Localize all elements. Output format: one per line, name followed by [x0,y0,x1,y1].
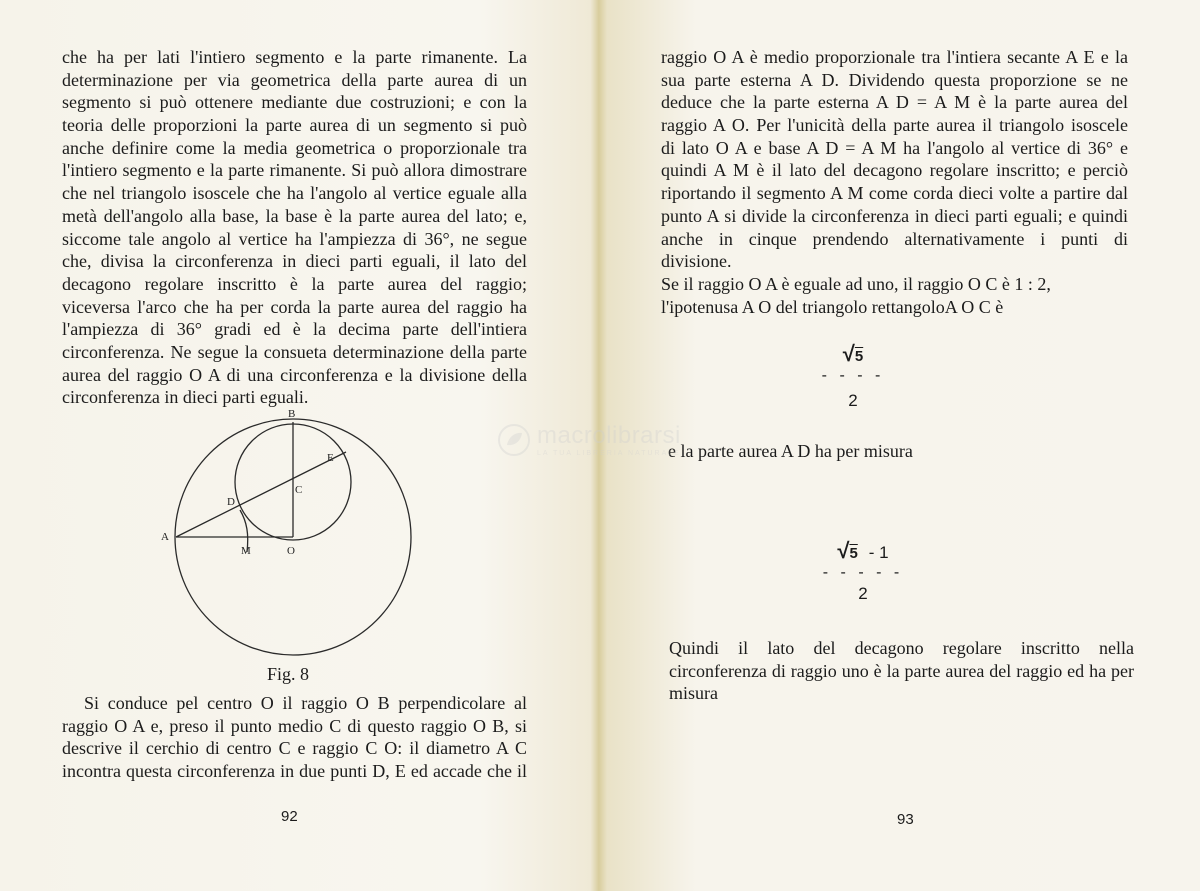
text-line: raggio O A e, preso il punto medio C di questo raggio O B, si [62,715,527,736]
text-line: l'intiero segmento e la parte rimanente. Si può allora dimostrare [62,160,527,181]
text-line: raggio A O. Per l'unicità della parte aurea il triangolo isoscele [661,115,1128,136]
text-line: che ha per lati l'intiero segmento e la parte rimanente. La [62,47,527,67]
formula-denominator: 2 [848,391,858,410]
text-line: circonferenza di raggio uno è la parte aurea del raggio ed ha per [669,660,1134,681]
text-line: siccome tale angolo al vertice ha l'ampiezza di 36°, ne segue [62,228,527,249]
text-line: Si conduce pel centro O il raggio O B perpendicolare al [84,693,527,713]
formula-numerator [811,538,915,564]
text-line: punto A si divide la circonferenza in dieci parti eguali; e quindi [661,205,1128,226]
text-line: aurea del raggio O A di una circonferenza e la divisione della [62,364,527,385]
text-line: metà dell'angolo alla base, la base è la parte aurea del lato; e, [62,205,527,226]
geometry-figure [150,402,460,664]
watermark [497,422,681,457]
text-line: quindi A M è il lato del decagono regolare inscritto; e perciò [661,160,1128,181]
figure-caption: Fig. 8 [267,664,310,684]
text-line: decagono regolare inscritto è la parte aurea del raggio; [62,273,527,294]
text-line: deduce che la parte esterna A D = A M è la parte aurea del [661,92,1128,113]
page-number-right: 93 [897,811,914,828]
text-line: l'ampiezza di 36° gradi ed è la decima parte dell'intiera [62,319,527,340]
page-number-left: 92 [281,808,298,825]
right-page [598,0,1200,891]
label-m: M [241,545,251,557]
radicand: 5 [854,348,864,365]
right-text-between [668,440,968,463]
secant-ae [176,452,346,537]
label-o: O [287,545,295,557]
label-c: C [295,484,303,496]
text-line: l'ipotenusa A O del triangolo rettangoloA O C è [661,296,1004,317]
text-line: misura [669,683,718,704]
left-paragraph-2 [62,692,527,783]
text-line: descrive il cerchio di centro C e raggio C O: il diametro A C [62,738,527,759]
label-e: E [327,452,334,464]
formula-denominator: 2 [858,584,868,603]
label-b: B [288,408,296,420]
radicand: 5 [849,545,858,562]
text-line: che, divisa la circonferenza in dieci parti eguali, il lato del [62,251,527,272]
label-a: A [161,531,169,543]
left-paragraph-1 [62,46,527,409]
fraction-bar: - - - - [821,367,885,384]
text-line: Se il raggio O A è eguale ad uno, il raggio O C è 1 : 2, [661,274,1051,294]
label-d: D [227,496,235,508]
text-line: segmento si può ottenere mediante due costruzioni; e con la [62,92,527,113]
text-line: che nel triangolo isoscele che ha l'angolo al vertice eguale alla [62,183,527,204]
sqrt-icon: √ [842,341,855,366]
text-line: riportando il segmento A M come corda dieci volte a partire dal [661,183,1128,204]
text-line: viceversa l'arco che ha per corda la parte aurea del raggio ha [62,296,527,317]
text-line: divisione. [661,251,732,272]
formula-sqrt5-over-2 [813,341,893,411]
text-line: circonferenza in dieci parti eguali. [62,387,309,408]
text-line: Quindi il lato del decagono regolare inscritto nella [669,638,1134,658]
text-line: incontra questa circonferenza in due punti D, E ed accade che il [62,761,527,782]
watermark-tagline: LA TUA LIBRERIA NATURALE [537,450,681,457]
formula-sqrt5-minus-1-over-2 [811,538,915,604]
text-line: di lato O A e base A D = A M ha l'angolo al vertice di 36° e [661,137,1128,158]
right-paragraph-2 [661,273,1128,318]
sqrt-icon: √ [837,538,850,563]
fraction-bar: - - - - - [822,564,904,581]
text-line: determinazione per via geometrica della parte aurea di un [62,69,527,90]
text-line: teoria delle proporzioni la parte aurea di un segmento si può [62,115,527,136]
formula-numerator [813,341,893,367]
right-paragraph-3 [669,637,1134,705]
leaf-logo-icon [497,423,531,457]
text-line: raggio O A è medio proporzionale tra l'intiera secante A E e la [661,47,1128,67]
text-line: e la parte aurea A D ha per misura [668,441,913,461]
text-line: circonferenza. Ne segue la consueta determinazione della parte [62,341,527,362]
text-line: anche in cinque prendendo alternativamente i punti di [661,228,1128,249]
watermark-name: macrolibrarsi [537,422,681,449]
text-line: sua parte esterna A D. Dividendo questa proporzione se ne [661,69,1128,90]
minus-one: - 1 [868,543,889,562]
text-line: anche definire come la media geometrica o proporzionale tra [62,137,527,158]
right-paragraph-1 [661,46,1128,273]
